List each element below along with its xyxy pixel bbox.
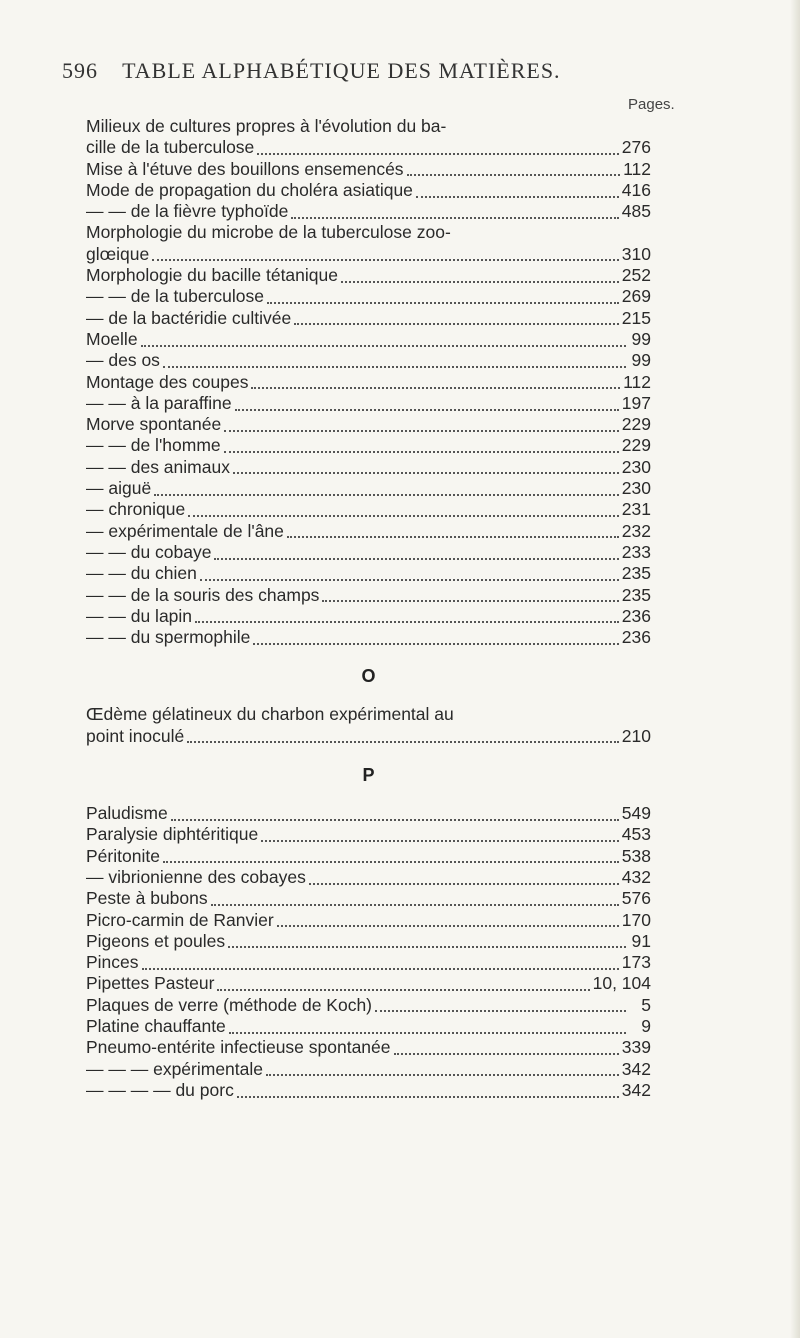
index-entry <box>86 222 651 243</box>
entry-page-number: 235 <box>621 563 651 584</box>
leader-dots <box>294 323 619 325</box>
entry-text: Pinces <box>86 952 139 973</box>
leader-dots <box>228 946 626 948</box>
leader-dots <box>233 472 619 474</box>
index-entry <box>86 201 651 222</box>
index-entry <box>86 521 651 542</box>
index-entry <box>86 180 651 201</box>
entry-text: — — — — du porc <box>86 1079 234 1100</box>
entry-text: Mise à l'étuve des bouillons ensemencés <box>86 158 404 179</box>
entry-page-number: 215 <box>621 307 651 328</box>
index-entries <box>86 116 651 1101</box>
entry-page-number: 197 <box>621 392 651 413</box>
entry-text: Platine chauffante <box>86 1015 226 1036</box>
index-entry <box>86 803 651 824</box>
entry-text: — — du lapin <box>86 605 193 626</box>
index-entry <box>86 910 651 931</box>
entry-page-number: 236 <box>621 605 651 626</box>
section-letter-p: P <box>362 765 375 786</box>
entry-text: — — du chien <box>86 563 197 584</box>
entry-page-number: 276 <box>621 137 651 158</box>
entry-page-number: 10, 104 <box>592 973 651 994</box>
entry-text: Morve spontanée <box>86 414 222 435</box>
entry-page-number: 170 <box>621 909 651 930</box>
leader-dots <box>237 1096 619 1098</box>
index-entry <box>86 499 651 520</box>
leader-dots <box>277 925 619 927</box>
entry-text: — — — expérimentale <box>86 1058 264 1079</box>
entry-text: Pipettes Pasteur <box>86 973 215 994</box>
entry-page-number: 339 <box>621 1037 651 1058</box>
entry-page-number: 549 <box>621 803 651 824</box>
index-entry <box>86 244 651 265</box>
index-entry <box>86 159 651 180</box>
section-letter-o: O <box>361 666 376 687</box>
page-edge-shadow <box>790 0 800 1338</box>
entry-page-number: 173 <box>621 952 651 973</box>
leader-dots <box>224 430 619 432</box>
pages-column-label: Pages. <box>628 96 675 113</box>
entry-text: Peste à bubons <box>86 888 208 909</box>
entry-page-number: 230 <box>621 456 651 477</box>
index-entry <box>86 457 651 478</box>
entries-m <box>86 116 651 648</box>
entry-text: Picro-carmin de Ranvier <box>86 909 274 930</box>
index-entry <box>86 393 651 414</box>
entries-o <box>86 704 651 747</box>
leader-dots <box>195 621 619 623</box>
leader-dots <box>291 217 618 219</box>
running-head <box>62 58 561 84</box>
entry-text: — — des animaux <box>86 456 230 477</box>
leader-dots <box>322 600 618 602</box>
leader-dots <box>229 1032 626 1034</box>
leader-dots <box>154 494 619 496</box>
entry-page-number: 233 <box>621 541 651 562</box>
entry-text: Milieux de cultures propres à l'évolution du ba- <box>86 116 447 136</box>
entry-page-number: 232 <box>621 520 651 541</box>
entry-text: — — à la paraffine <box>86 392 232 413</box>
entry-page-number: 229 <box>621 435 651 456</box>
entry-text: Mode de propagation du choléra asiatique <box>86 179 413 200</box>
entry-page-number: 416 <box>621 179 651 200</box>
leader-dots <box>266 1074 619 1076</box>
entry-text: — chronique <box>86 499 186 520</box>
entry-page-number: 112 <box>623 158 651 179</box>
entry-page-number: 99 <box>631 328 651 349</box>
leader-dots <box>235 409 619 411</box>
index-entry <box>86 1016 651 1037</box>
entry-page-number: 230 <box>621 478 651 499</box>
entry-page-number: 235 <box>621 584 651 605</box>
index-entry <box>86 995 651 1016</box>
leader-dots <box>416 196 619 198</box>
index-entry <box>86 350 651 371</box>
entry-text: Paludisme <box>86 803 168 824</box>
entry-page-number: 453 <box>621 824 651 845</box>
entry-text: Montage des coupes <box>86 371 249 392</box>
entry-page-number: 236 <box>621 627 651 648</box>
entry-page-number: 231 <box>621 499 651 520</box>
leader-dots <box>142 968 619 970</box>
leader-dots <box>141 345 626 347</box>
index-entry <box>86 478 651 499</box>
index-entry <box>86 308 651 329</box>
page-number: 596 <box>62 58 98 83</box>
leader-dots <box>152 259 619 261</box>
leader-dots <box>394 1053 619 1055</box>
leader-dots <box>187 741 619 743</box>
leader-dots <box>309 883 619 885</box>
leader-dots <box>217 989 589 991</box>
entry-text: — expérimentale de l'âne <box>86 520 284 541</box>
leader-dots <box>251 387 620 389</box>
index-entry <box>86 435 651 456</box>
entry-text: — aiguë <box>86 478 152 499</box>
index-entry <box>86 137 651 158</box>
leader-dots <box>224 451 619 453</box>
leader-dots <box>261 840 619 842</box>
entry-text: glœique <box>86 243 150 264</box>
entry-page-number: 229 <box>621 414 651 435</box>
index-entry <box>86 931 651 952</box>
entry-text: Péritonite <box>86 845 160 866</box>
leader-dots <box>188 515 619 517</box>
index-entry <box>86 414 651 435</box>
leader-dots <box>171 819 619 821</box>
entry-page-number: 342 <box>621 1079 651 1100</box>
entry-text: Paralysie diphtéritique <box>86 824 259 845</box>
index-entry <box>86 1037 651 1058</box>
index-entry <box>86 116 651 137</box>
index-entry <box>86 265 651 286</box>
index-entry <box>86 1059 651 1080</box>
index-entry <box>86 888 651 909</box>
entry-text: — vibrionienne des cobayes <box>86 866 306 887</box>
entry-text: — — du spermophile <box>86 627 251 648</box>
entry-text: Morphologie du microbe de la tuberculose zoo- <box>86 222 451 243</box>
index-entry <box>86 846 651 867</box>
index-entry <box>86 824 651 845</box>
index-entry <box>86 563 651 584</box>
entry-text: cille de la tuberculose <box>86 137 255 158</box>
index-entry <box>86 286 651 307</box>
entry-text: — de la bactéridie cultivée <box>86 307 292 328</box>
leader-dots <box>163 861 619 863</box>
entry-page-number: 432 <box>621 866 651 887</box>
leader-dots <box>267 302 619 304</box>
entry-page-number: 485 <box>621 201 651 222</box>
entry-text: Œdème gélatineux du charbon expérimental au <box>86 704 454 725</box>
index-entry <box>86 867 651 888</box>
entry-text: — des os <box>86 350 160 371</box>
index-entry <box>86 704 651 725</box>
entry-text: — — de l'homme <box>86 435 221 456</box>
index-entry <box>86 372 651 393</box>
entry-page-number: 210 <box>621 725 651 746</box>
index-entry <box>86 329 651 350</box>
leader-dots <box>163 366 626 368</box>
index-entry <box>86 726 651 747</box>
index-entry <box>86 606 651 627</box>
entry-text: — — du cobaye <box>86 541 212 562</box>
index-entry <box>86 542 651 563</box>
entry-page-number: 99 <box>631 350 651 371</box>
leader-dots <box>257 153 619 155</box>
index-entry <box>86 1080 651 1101</box>
entry-text: Plaques de verre (méthode de Koch) <box>86 994 372 1015</box>
entry-page-number: 538 <box>621 845 651 866</box>
entry-page-number: 310 <box>621 243 651 264</box>
entry-page-number: 9 <box>641 1015 651 1036</box>
index-entry <box>86 585 651 606</box>
leader-dots <box>287 536 619 538</box>
entry-text: Pneumo-entérite infectieuse spontanée <box>86 1037 391 1058</box>
entry-page-number: 112 <box>623 371 651 392</box>
entry-page-number: 342 <box>621 1058 651 1079</box>
index-entry <box>86 973 651 994</box>
entry-text: Pigeons et poules <box>86 930 226 951</box>
leader-dots <box>375 1010 626 1012</box>
leader-dots <box>211 904 619 906</box>
entries-p <box>86 803 651 1101</box>
entry-page-number: 269 <box>621 286 651 307</box>
entry-page-number: 252 <box>621 265 651 286</box>
leader-dots <box>253 643 618 645</box>
leader-dots <box>214 558 618 560</box>
entry-text: Morphologie du bacille tétanique <box>86 265 338 286</box>
entry-page-number: 576 <box>621 888 651 909</box>
entry-page-number: 91 <box>631 930 651 951</box>
index-entry <box>86 952 651 973</box>
entry-text: — — de la souris des champs <box>86 584 320 605</box>
entry-text: — — de la tuberculose <box>86 286 265 307</box>
entry-text: — — de la fièvre typhoïde <box>86 201 289 222</box>
entry-text: point inoculé <box>86 725 185 746</box>
page-title: TABLE ALPHABÉTIQUE DES MATIÈRES. <box>122 58 561 83</box>
entry-page-number: 5 <box>641 994 651 1015</box>
entry-text: Moelle <box>86 328 138 349</box>
index-entry <box>86 627 651 648</box>
leader-dots <box>200 579 619 581</box>
leader-dots <box>407 174 621 176</box>
leader-dots <box>341 281 619 283</box>
